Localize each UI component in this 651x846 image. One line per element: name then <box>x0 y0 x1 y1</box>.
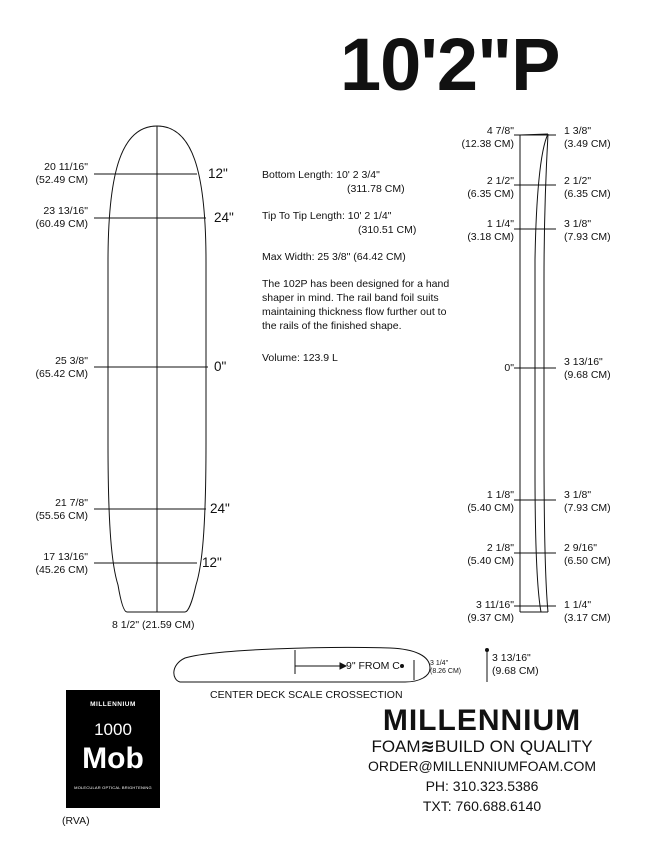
badge-subtitle: MOLECULAR OPTICAL BRIGHTENING <box>74 785 152 790</box>
profile-cm: (6.35 CM) <box>564 188 611 200</box>
outline-width-in: 25 3/8" <box>55 355 88 367</box>
cross-section-rail-dot <box>401 665 404 668</box>
outline-width-in: 17 13/16" <box>43 551 88 563</box>
profile-left-label-5 <box>444 489 514 515</box>
company-tagline <box>362 738 602 756</box>
cross-section-center-dot <box>486 649 489 652</box>
profile-cm: (9.37 CM) <box>467 612 514 624</box>
outline-width-label-5 <box>20 551 88 577</box>
tail-width-label: 8 1/2" (21.59 CM) <box>112 619 195 631</box>
outline-width-cm: (52.49 CM) <box>35 174 88 186</box>
outline-width-label-3 <box>20 355 88 381</box>
tagline-quality: BUILD ON QUALITY <box>434 737 593 756</box>
page-title: 10'2"P <box>340 23 560 106</box>
badge-code: (RVA) <box>62 815 90 827</box>
profile-right-label-1 <box>564 125 611 151</box>
profile-right-label-3 <box>564 218 611 244</box>
specs-block <box>262 168 472 365</box>
wave-icon: ≋ <box>420 737 435 756</box>
mob-badge <box>66 690 160 808</box>
outline-width-cm: (55.56 CM) <box>35 510 88 522</box>
outline-station-label-3: 0" <box>214 359 227 374</box>
profile-in: 4 7/8" <box>486 125 514 137</box>
profile-cm: (9.68 CM) <box>564 369 611 381</box>
outline-station-label-5: 12" <box>202 555 222 570</box>
profile-right-label-6 <box>564 542 611 568</box>
outline-width-label-2 <box>20 205 88 231</box>
profile-cm: (7.93 CM) <box>564 502 611 514</box>
profile-in: 3 11/16" <box>476 599 514 611</box>
profile-in: 3 13/16" <box>564 356 603 368</box>
outline-width-in: 23 13/16" <box>43 205 88 217</box>
profile-deck-curve <box>544 134 548 612</box>
profile-cm: (3.18 CM) <box>467 231 514 243</box>
profile-in: 2 1/2" <box>486 175 514 187</box>
profile-in: 1 1/8" <box>486 489 514 501</box>
board-outline <box>94 126 208 612</box>
company-email[interactable]: ORDER@MILLENNIUMFOAM.COM <box>367 758 597 774</box>
profile-bottom-curve <box>535 134 548 612</box>
profile-right-label-5 <box>564 489 611 515</box>
profile-right-label-7 <box>564 599 611 625</box>
cross-section-center-in: 3 13/16" <box>492 652 531 664</box>
profile-left-label-4 <box>444 362 514 375</box>
profile-cm: (5.40 CM) <box>467 555 514 567</box>
profile-left-label-1 <box>444 125 514 151</box>
profile-left-label-7 <box>444 599 514 625</box>
profile-cm: (5.40 CM) <box>467 502 514 514</box>
profile-in: 2 1/8" <box>486 542 514 554</box>
cross-section-rail-label <box>430 660 461 676</box>
cross-section-from-center: 9" FROM C <box>346 660 400 672</box>
profile-in: 0" <box>504 362 514 374</box>
tagline-foam: FOAM <box>371 737 421 756</box>
profile-left-label-3 <box>444 218 514 244</box>
outline-width-in: 20 11/16" <box>44 161 88 173</box>
profile-cm: (3.17 CM) <box>564 612 611 624</box>
max-width: Max Width: 25 3/8" (64.42 CM) <box>262 251 406 263</box>
cross-section-center-cm: (9.68 CM) <box>492 665 539 677</box>
tip-length-cm: (310.51 CM) <box>358 224 417 236</box>
outline-width-cm: (60.49 CM) <box>35 218 88 230</box>
profile-cm: (6.50 CM) <box>564 555 611 567</box>
board-profile <box>514 134 556 612</box>
cross-section-rail-in: 3 1/4" <box>430 660 449 667</box>
profile-in: 3 1/8" <box>564 489 592 501</box>
cross-section-caption: CENTER DECK SCALE CROSSECTION <box>210 689 403 701</box>
company-phone[interactable]: PH: 310.323.5386 <box>425 778 539 794</box>
profile-cm: (12.38 CM) <box>461 138 514 150</box>
badge-name: Mob <box>82 742 144 775</box>
outline-station-label-4: 24" <box>210 501 230 516</box>
profile-in: 2 9/16" <box>564 542 597 554</box>
company-text[interactable]: TXT: 760.688.6140 <box>422 798 542 814</box>
profile-cm: (7.93 CM) <box>564 231 611 243</box>
profile-in: 1 3/8" <box>564 125 592 137</box>
profile-left-label-6 <box>444 542 514 568</box>
profile-in: 3 1/8" <box>564 218 592 230</box>
bottom-length-cm: (311.78 CM) <box>347 183 405 195</box>
profile-in: 1 1/4" <box>564 599 592 611</box>
outline-width-label-1 <box>20 161 88 187</box>
description: The 102P has been designed for a hand shaper in mind. The rail band foil suits maintaining thickness flow further out to the rails of the finished shape. <box>262 278 450 332</box>
volume: Volume: 123.9 L <box>262 352 338 364</box>
profile-in: 1 1/4" <box>486 218 514 230</box>
outline-width-cm: (65.42 CM) <box>35 368 88 380</box>
profile-right-label-2 <box>564 175 611 201</box>
badge-brand: MILLENNIUM <box>90 701 136 708</box>
company-block <box>362 706 602 816</box>
company-logo: MILLENNIUM <box>382 704 582 737</box>
tip-length: Tip To Tip Length: 10' 2 1/4" <box>262 210 392 222</box>
badge-number: 1000 <box>94 720 132 739</box>
profile-cm: (6.35 CM) <box>467 188 514 200</box>
profile-cm: (3.49 CM) <box>564 138 611 150</box>
outline-station-label-1: 12" <box>208 166 228 181</box>
profile-in: 2 1/2" <box>564 175 592 187</box>
bottom-length: Bottom Length: 10' 2 3/4" <box>262 169 380 181</box>
outline-station-label-2: 24" <box>214 210 234 225</box>
outline-width-cm: (45.26 CM) <box>35 564 88 576</box>
outline-width-in: 21 7/8" <box>55 497 88 509</box>
profile-right-label-4 <box>564 356 611 382</box>
cross-section-rail-cm: (8.26 CM) <box>430 668 462 675</box>
outline-width-label-4 <box>20 497 88 523</box>
cross-section-center-label <box>492 652 539 678</box>
profile-left-label-2 <box>444 175 514 201</box>
